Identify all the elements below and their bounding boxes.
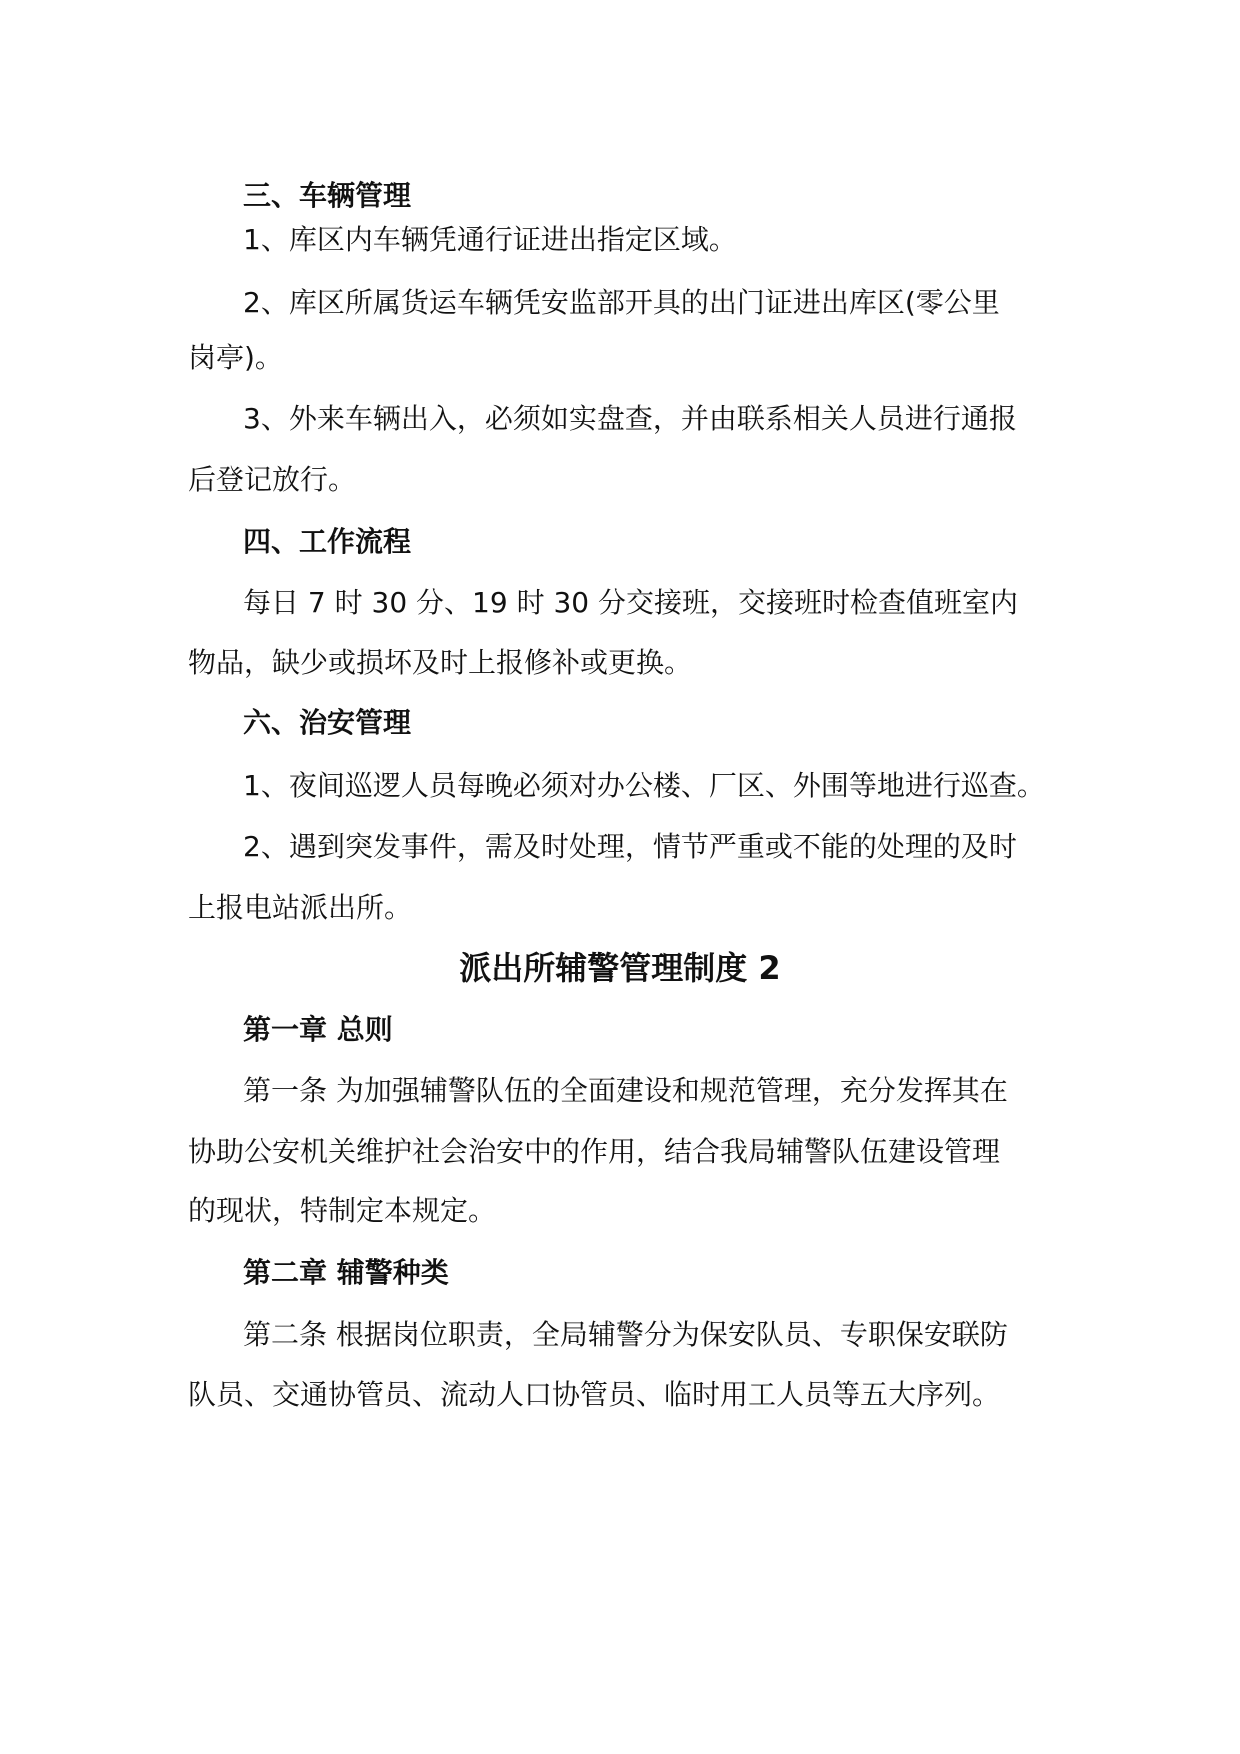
paragraph-line: 每日 7 时 30 分、19 时 30 分交接班，交接班时检查值班室内 xyxy=(243,586,1019,619)
section-heading-workflow: 四、工作流程 xyxy=(243,525,412,558)
section-heading-vehicle-management: 三、车辆管理 xyxy=(243,179,412,212)
paragraph-line: 1、夜间巡逻人员每晚必须对办公楼、厂区、外围等地进行巡查。 xyxy=(243,769,1045,802)
paragraph-line: 上报电站派出所。 xyxy=(188,891,413,924)
paragraph-line: 的现状，特制定本规定。 xyxy=(188,1194,497,1227)
paragraph-line: 3、外来车辆出入，必须如实盘查，并由联系相关人员进行通报 xyxy=(243,402,1017,435)
chapter-heading-general: 第一章 总则 xyxy=(243,1013,393,1046)
chapter-heading-auxiliary-types: 第二章 辅警种类 xyxy=(243,1256,449,1289)
paragraph-line: 2、库区所属货运车辆凭安监部开具的出门证进出库区(零公里 xyxy=(243,286,1000,319)
document-title: 派出所辅警管理制度 2 xyxy=(459,949,781,987)
paragraph-line: 协助公安机关维护社会治安中的作用，结合我局辅警队伍建设管理 xyxy=(188,1135,1001,1168)
paragraph-line: 物品，缺少或损坏及时上报修补或更换。 xyxy=(188,646,693,679)
paragraph-line: 队员、交通协管员、流动人口协管员、临时用工人员等五大序列。 xyxy=(188,1378,1001,1411)
paragraph-line: 岗亭)。 xyxy=(188,341,283,374)
paragraph-line: 第二条 根据岗位职责，全局辅警分为保安队员、专职保安联防 xyxy=(243,1318,1008,1351)
paragraph-line: 后登记放行。 xyxy=(188,463,357,496)
paragraph-line: 1、库区内车辆凭通行证进出指定区域。 xyxy=(243,223,737,256)
paragraph-line: 2、遇到突发事件，需及时处理，情节严重或不能的处理的及时 xyxy=(243,830,1017,863)
section-heading-public-security: 六、治安管理 xyxy=(243,706,412,739)
paragraph-line: 第一条 为加强辅警队伍的全面建设和规范管理，充分发挥其在 xyxy=(243,1074,1008,1107)
